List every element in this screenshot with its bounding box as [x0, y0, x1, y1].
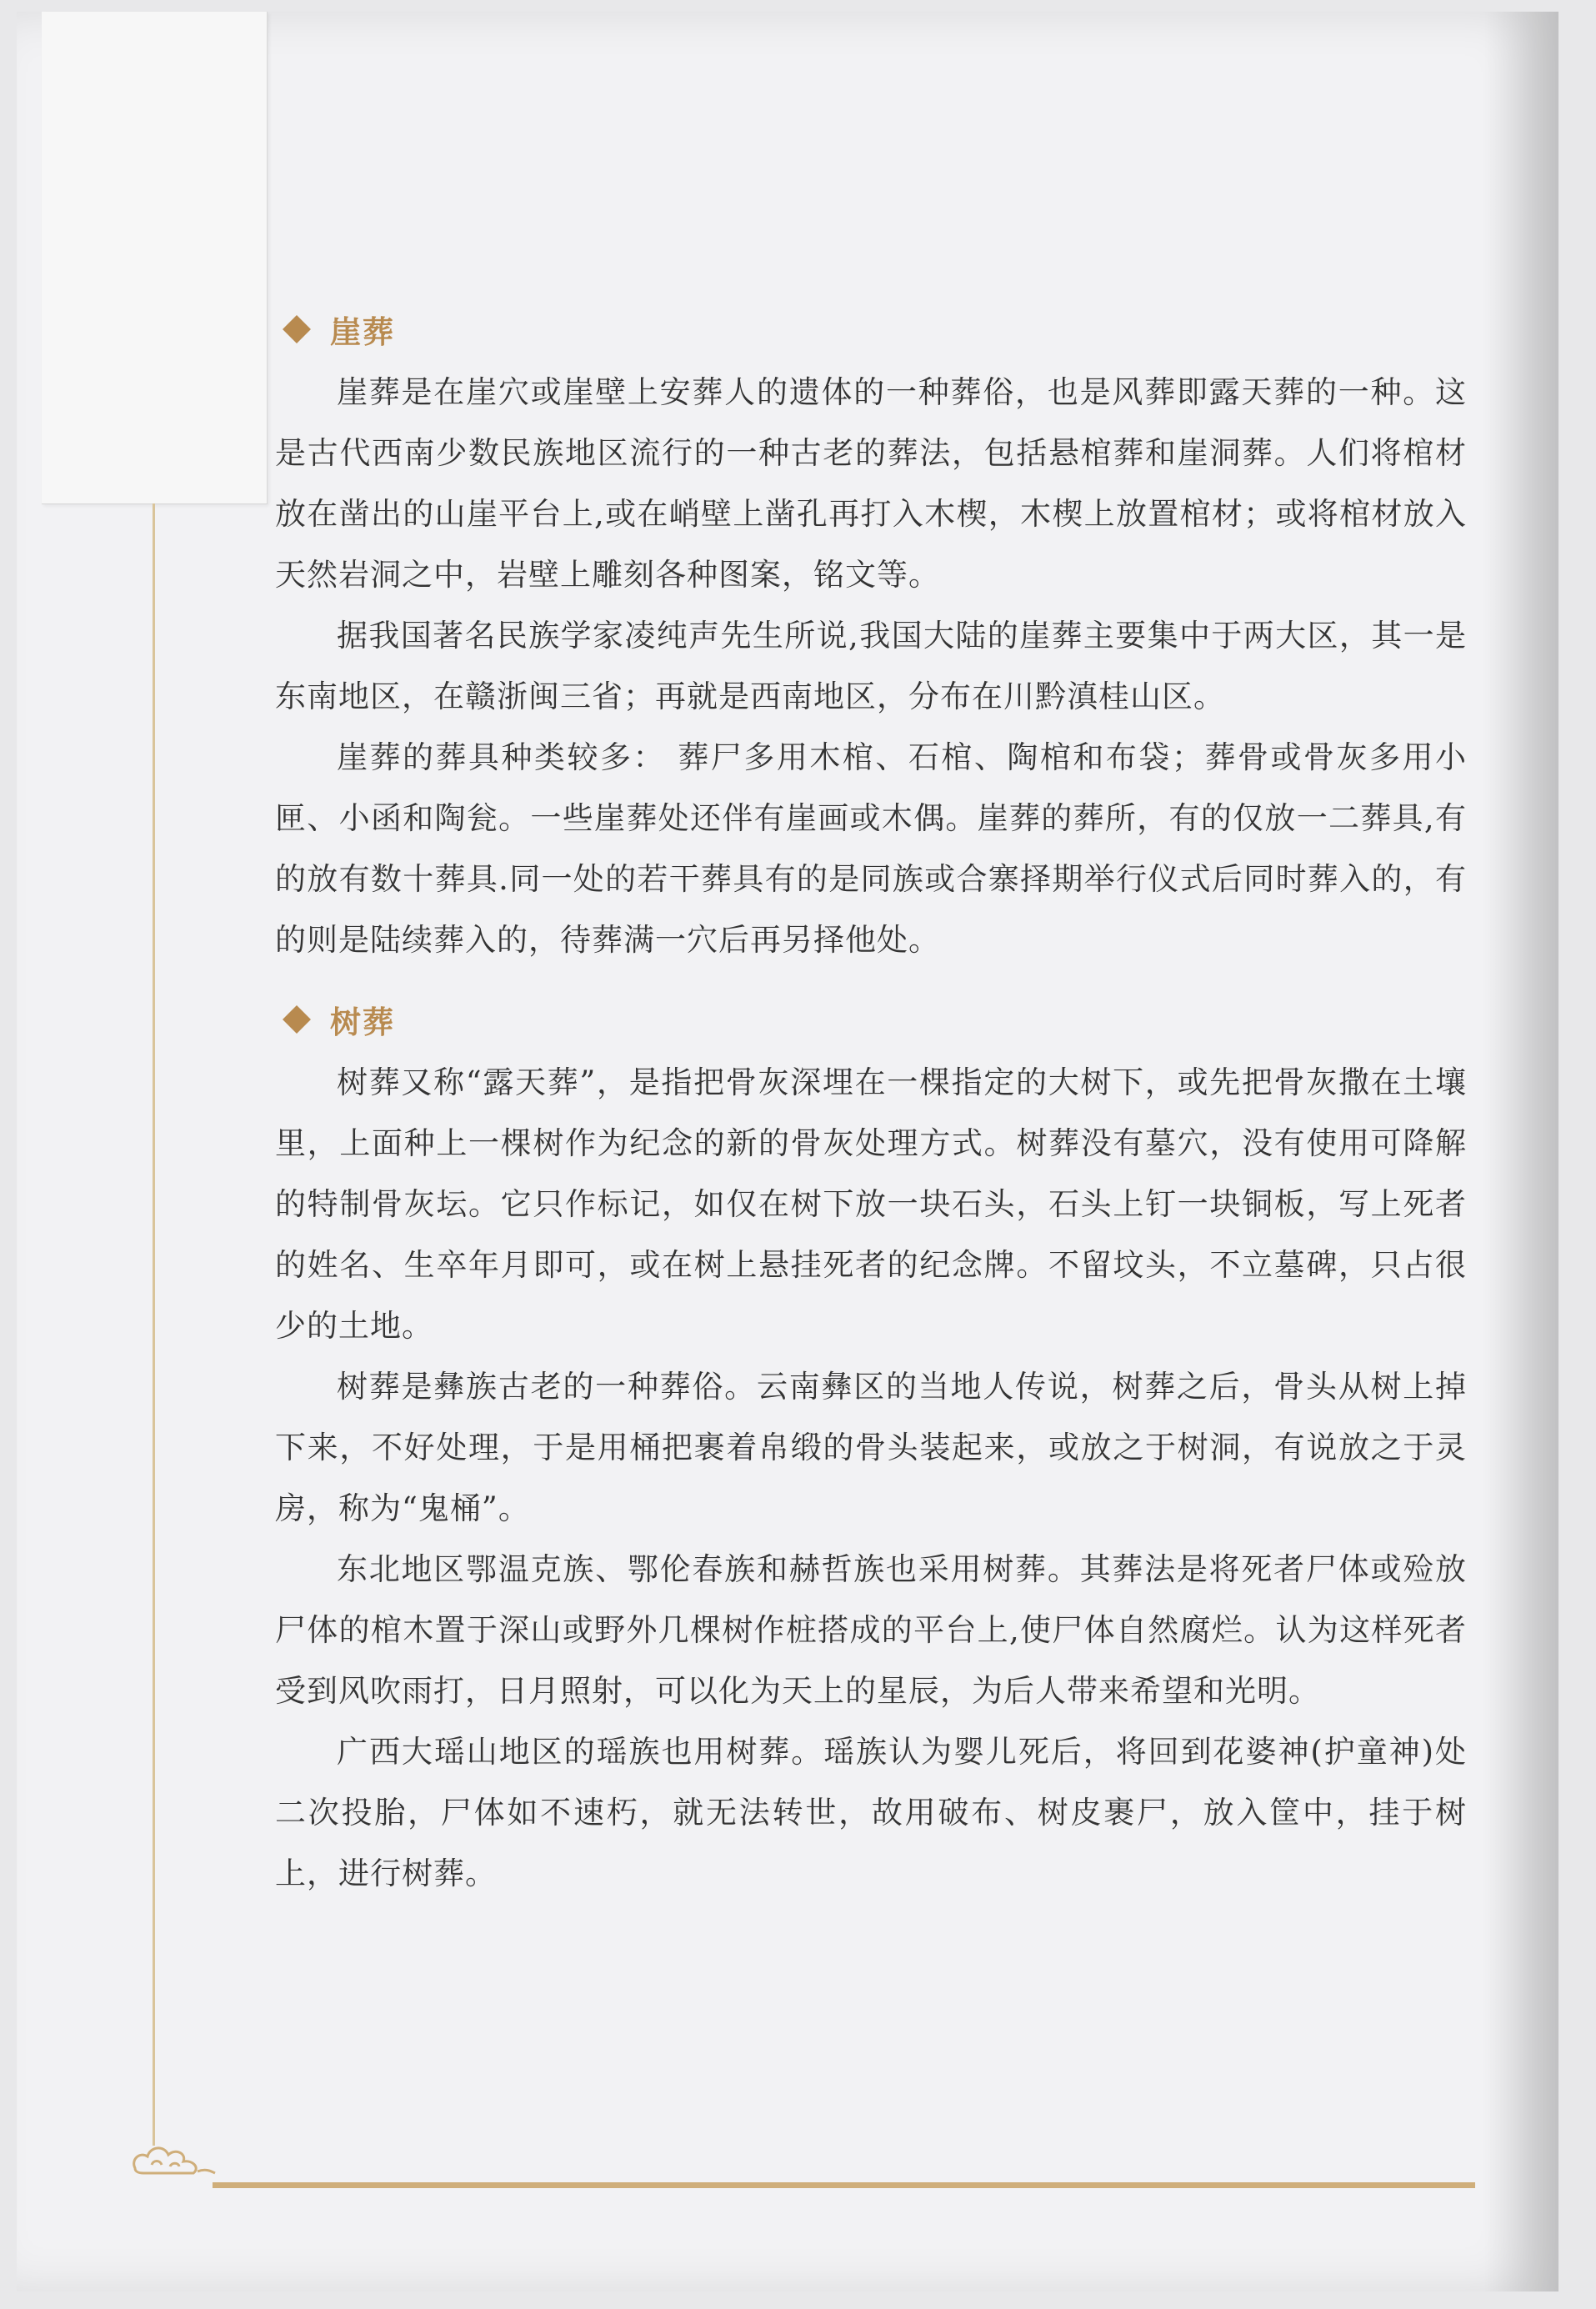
paragraph: 崖葬的葬具种类较多： 葬尸多用木棺、石棺、陶棺和布袋；葬骨或骨灰多用小匣、小函和陶瓮。一些崖葬处还伴有崖画或木偶。崖葬的葬所，有的仅放一二葬具,有的放有数十葬具.同一处的若干葬具有的是同族或合寨择期举行仪式后同时葬入的，有的则是陆续葬入的，待葬满一穴后再另择他处。	[275, 739, 1467, 958]
paragraph: 崖葬是在崖穴或崖壁上安葬人的遗体的一种葬俗，也是风葬即露天葬的一种。这是古代西南少数民族地区流行的一种古老的葬法，包括悬棺葬和崖洞葬。人们将棺材放在凿出的山崖平台上,或在峭壁上凿孔再打入木楔，木楔上放置棺材；或将棺材放入天然岩洞之中，岩壁上雕刻各种图案，铭文等。	[275, 374, 1467, 593]
article-body	[275, 300, 1467, 1904]
margin-rule	[153, 503, 155, 2146]
section-title: 崖葬	[330, 314, 395, 350]
diamond-bullet-icon	[283, 1005, 311, 1034]
paragraph: 树葬是彝族古老的一种葬俗。云南彝区的当地人传说，树葬之后，骨头从树上掉下来，不好处理，于是用桶把裹着帛缎的骨头装起来，或放之于树洞，有说放之于灵房，称为“鬼桶”。	[275, 1369, 1467, 1526]
paper-tape	[42, 12, 268, 504]
footer-rule	[213, 2182, 1475, 2188]
section-heading-tree-burial	[275, 990, 1467, 1049]
paragraph: 树葬又称“露天葬”，是指把骨灰深埋在一棵指定的大树下，或先把骨灰撒在土壤里，上面种上一棵树作为纪念的新的骨灰处理方式。树葬没有墓穴，没有使用可降解的特制骨灰坛。它只作标记，如仅在树下放一块石头，石头上钉一块铜板，写上死者的姓名、生卒年月即可，或在树上悬挂死者的纪念牌。不留坟头，不立墓碑，只占很少的土地。	[275, 1064, 1467, 1344]
paragraph: 据我国著名民族学家凌纯声先生所说,我国大陆的崖葬主要集中于两大区，其一是东南地区，在赣浙闽三省；再就是西南地区，分布在川黔滇桂山区。	[275, 618, 1467, 714]
section-heading-cliff-burial	[275, 300, 1467, 358]
paragraph: 广西大瑶山地区的瑶族也用树葬。瑶族认为婴儿死后，将回到花婆神(护童神)处二次投胎，尸体如不速朽，就无法转世，故用破布、树皮裹尸，放入筐中，挂于树上，进行树葬。	[275, 1734, 1467, 1891]
diamond-bullet-icon	[283, 315, 311, 343]
cloud-ornament-icon	[127, 2135, 218, 2181]
paragraph: 东北地区鄂温克族、鄂伦春族和赫哲族也采用树葬。其葬法是将死者尸体或殓放尸体的棺木置于深山或野外几棵树作桩搭成的平台上,使尸体自然腐烂。认为这样死者受到风吹雨打，日月照射，可以化为天上的星辰，为后人带来希望和光明。	[275, 1551, 1467, 1709]
section-title: 树葬	[330, 1004, 395, 1040]
